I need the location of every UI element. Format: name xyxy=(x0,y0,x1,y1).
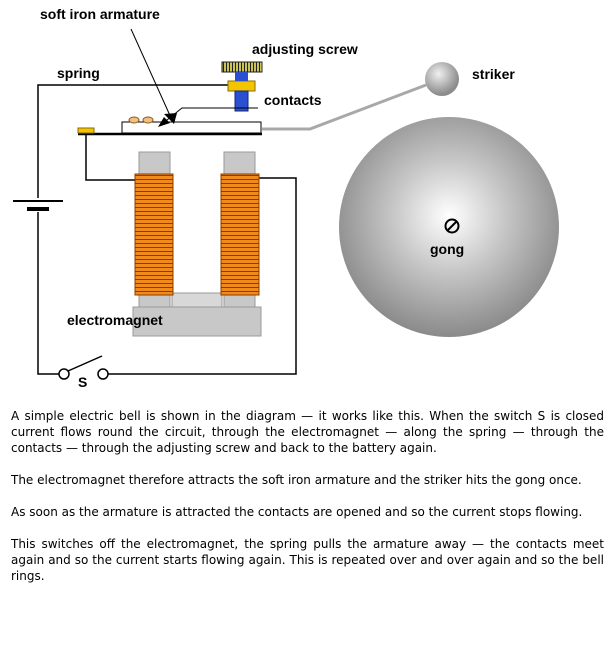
screw-head xyxy=(222,62,262,72)
label-gong: gong xyxy=(430,241,465,257)
label-electromagnet: electromagnet xyxy=(67,312,163,328)
screw-shaft xyxy=(235,72,248,81)
paragraph: The electromagnet therefore attracts the soft iron armature and the striker hits the gong once. xyxy=(11,473,582,487)
striker-ball xyxy=(425,62,459,96)
paragraph: This switches off the electromagnet, the spring pulls the armature away — the contacts meet again and so the current starts flowing again. This is repeated over and over again and so the bell rings. xyxy=(11,537,604,583)
spring-mount xyxy=(78,128,94,133)
label-striker: striker xyxy=(472,66,515,82)
gong xyxy=(339,117,559,337)
label-switch: S xyxy=(78,374,88,390)
electromagnet-yoke xyxy=(172,293,222,307)
left-core-bottom xyxy=(139,295,170,307)
armature-pointer xyxy=(131,29,172,120)
screw-collar xyxy=(228,81,255,91)
paragraph: As soon as the armature is attracted the contacts are opened and so the current stops flowing. xyxy=(11,505,583,519)
label-soft-iron-armature: soft iron armature xyxy=(40,6,160,22)
left-coil xyxy=(135,174,173,295)
label-contacts: contacts xyxy=(264,92,322,108)
adjusting-screw xyxy=(222,62,262,111)
armature-block xyxy=(122,122,261,133)
label-adjusting-screw: adjusting screw xyxy=(252,41,358,57)
contact-point xyxy=(143,117,153,123)
gong-bell xyxy=(339,117,559,337)
battery xyxy=(13,201,63,209)
electromagnet xyxy=(133,152,261,336)
left-core-top xyxy=(139,152,170,174)
right-core-bottom xyxy=(224,295,255,307)
explanation-text xyxy=(11,408,604,600)
label-spring: spring xyxy=(57,65,100,81)
paragraph: A simple electric bell is shown in the diagram — it works like this. When the switch S is closed current flows round the circuit, through the electromagnet — along the spring — through the contacts — through the adjusting screw and back to the battery again. xyxy=(11,409,604,455)
right-core-top xyxy=(224,152,255,174)
contact-point xyxy=(129,117,139,123)
right-coil xyxy=(221,174,259,295)
